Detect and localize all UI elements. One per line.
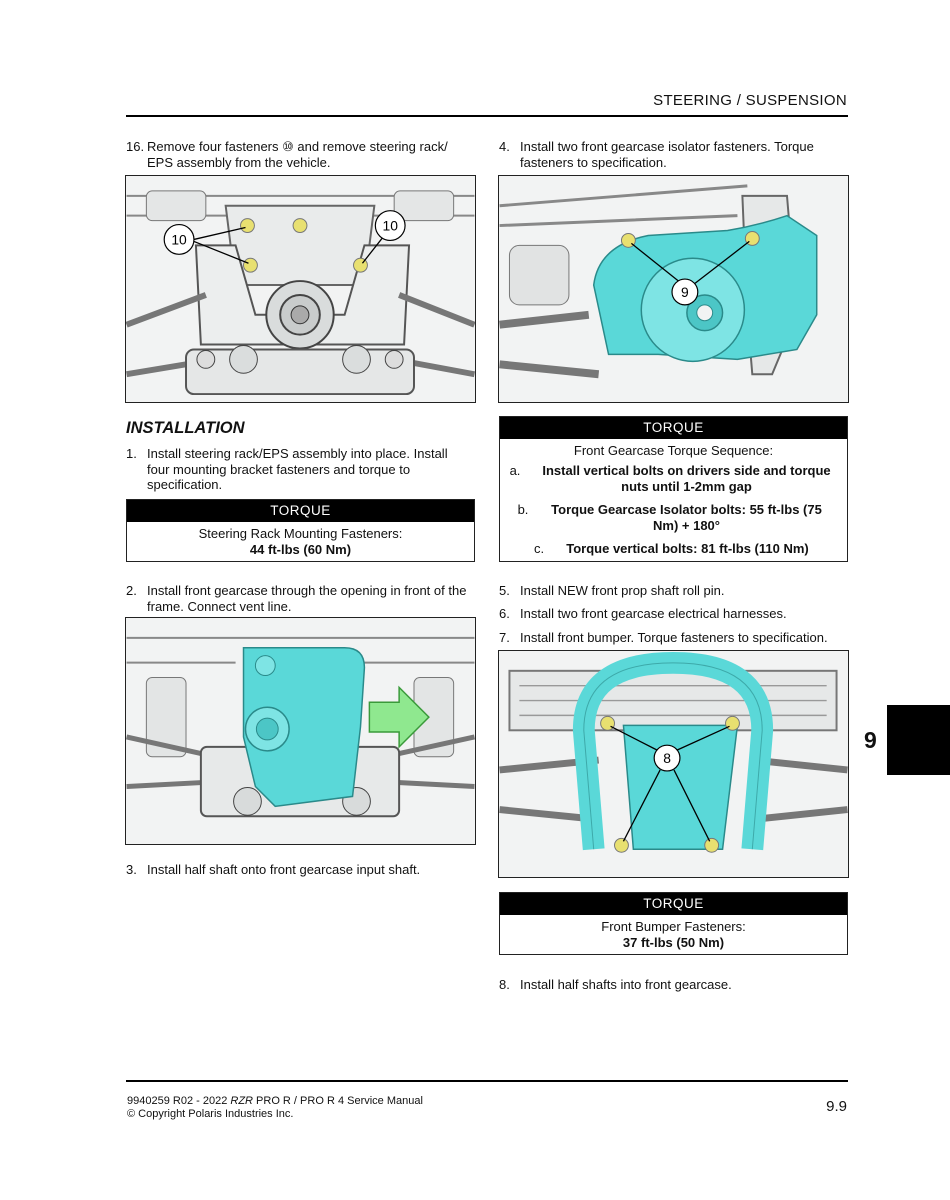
- step-2: [126, 583, 471, 615]
- step-text: Install two front gearcase isolator fasteners. Torque fasteners to specification.: [520, 139, 814, 170]
- isolator-illustration: [499, 176, 848, 402]
- sequence-text: Torque vertical bolts: 81 ft-lbs (110 Nm): [566, 541, 809, 556]
- figure-front-bumper: [498, 650, 849, 878]
- figure-steering-rack-removal: [125, 175, 476, 403]
- step-6: [499, 606, 844, 622]
- step-text: Install NEW front prop shaft roll pin.: [520, 583, 725, 598]
- document-title: [127, 1095, 423, 1107]
- torque-value: 44 ft-lbs (60 Nm): [249, 542, 352, 557]
- step-4: [499, 139, 844, 171]
- chapter-tab: [887, 705, 950, 775]
- sequence-letter: c.: [533, 541, 545, 556]
- step-text: Install front gearcase through the opening in front of the frame. Connect vent line.: [147, 583, 467, 614]
- torque-box-steering-rack: [126, 499, 475, 562]
- footer-rule: [126, 1080, 848, 1082]
- sequence-item-b: [500, 502, 847, 534]
- section-title: STEERING / SUSPENSION: [653, 92, 847, 109]
- step-text: Install steering rack/EPS assembly into place. Install four mounting bracket fasteners and torque to specification.: [147, 446, 448, 492]
- step-8: [499, 977, 844, 993]
- step-5: [499, 583, 844, 599]
- callout-10-right: 10: [382, 217, 398, 234]
- step-3: [126, 862, 471, 878]
- callout-10-left: 10: [171, 231, 187, 248]
- step-text: Install half shafts into front gearcase.: [520, 977, 732, 992]
- step-16: [126, 139, 471, 171]
- step-number: 6.: [499, 606, 510, 621]
- step-number: 7.: [499, 630, 510, 645]
- doc-model: RZR: [230, 1095, 253, 1107]
- doc-prefix: 9940259 R02 - 2022: [127, 1095, 231, 1107]
- torque-value: 37 ft-lbs (50 Nm): [622, 935, 725, 950]
- torque-box-front-bumper: [499, 892, 848, 955]
- callout-9: 9: [681, 283, 689, 300]
- callout-8: 8: [663, 750, 671, 767]
- step-text: Remove four fasteners ⑩ and remove steering rack/ EPS assembly from the vehicle.: [147, 139, 448, 170]
- torque-sequence-title: Front Gearcase Torque Sequence:: [573, 443, 774, 458]
- sequence-letter: a.: [509, 463, 521, 478]
- chapter-number: 9: [864, 727, 877, 753]
- header-rule: [126, 115, 848, 117]
- sequence-item-a: [500, 463, 847, 495]
- installation-heading: INSTALLATION: [126, 419, 245, 437]
- steering-rack-illustration: [126, 176, 475, 402]
- figure-isolator-fasteners: [498, 175, 849, 403]
- torque-header: TORQUE: [500, 417, 847, 439]
- torque-header: TORQUE: [127, 500, 474, 522]
- step-text: Install two front gearcase electrical harnesses.: [520, 606, 787, 621]
- doc-suffix: PRO R / PRO R 4 Service Manual: [252, 1095, 423, 1107]
- figure-front-gearcase-install: [125, 617, 476, 845]
- torque-header: TORQUE: [500, 893, 847, 915]
- torque-label: Steering Rack Mounting Fasteners:: [198, 526, 403, 541]
- step-number: 5.: [499, 583, 510, 598]
- step-7: [499, 630, 849, 646]
- torque-box-gearcase-sequence: [499, 416, 848, 562]
- bumper-illustration: [499, 651, 848, 877]
- step-number: 4.: [499, 139, 510, 154]
- sequence-text: Torque Gearcase Isolator bolts: 55 ft-lbs (75 Nm) + 180°: [551, 502, 822, 533]
- sequence-text: Install vertical bolts on drivers side and torque nuts until 1-2mm gap: [542, 463, 831, 494]
- step-text: Install half shaft onto front gearcase input shaft.: [147, 862, 421, 877]
- step-number: 8.: [499, 977, 510, 992]
- step-text: Install front bumper. Torque fasteners to specification.: [520, 630, 828, 645]
- step-number: 1.: [126, 446, 137, 461]
- torque-label: Front Bumper Fasteners:: [601, 919, 746, 934]
- copyright: © Copyright Polaris Industries Inc.: [127, 1108, 294, 1120]
- sequence-item-c: [500, 541, 847, 557]
- gearcase-illustration: [126, 618, 475, 844]
- page-number: 9.9: [826, 1098, 847, 1115]
- step-number: 2.: [126, 583, 137, 598]
- step-1: [126, 446, 471, 494]
- sequence-letter: b.: [517, 502, 529, 517]
- step-number: 3.: [126, 862, 137, 877]
- step-number: 16.: [126, 139, 145, 154]
